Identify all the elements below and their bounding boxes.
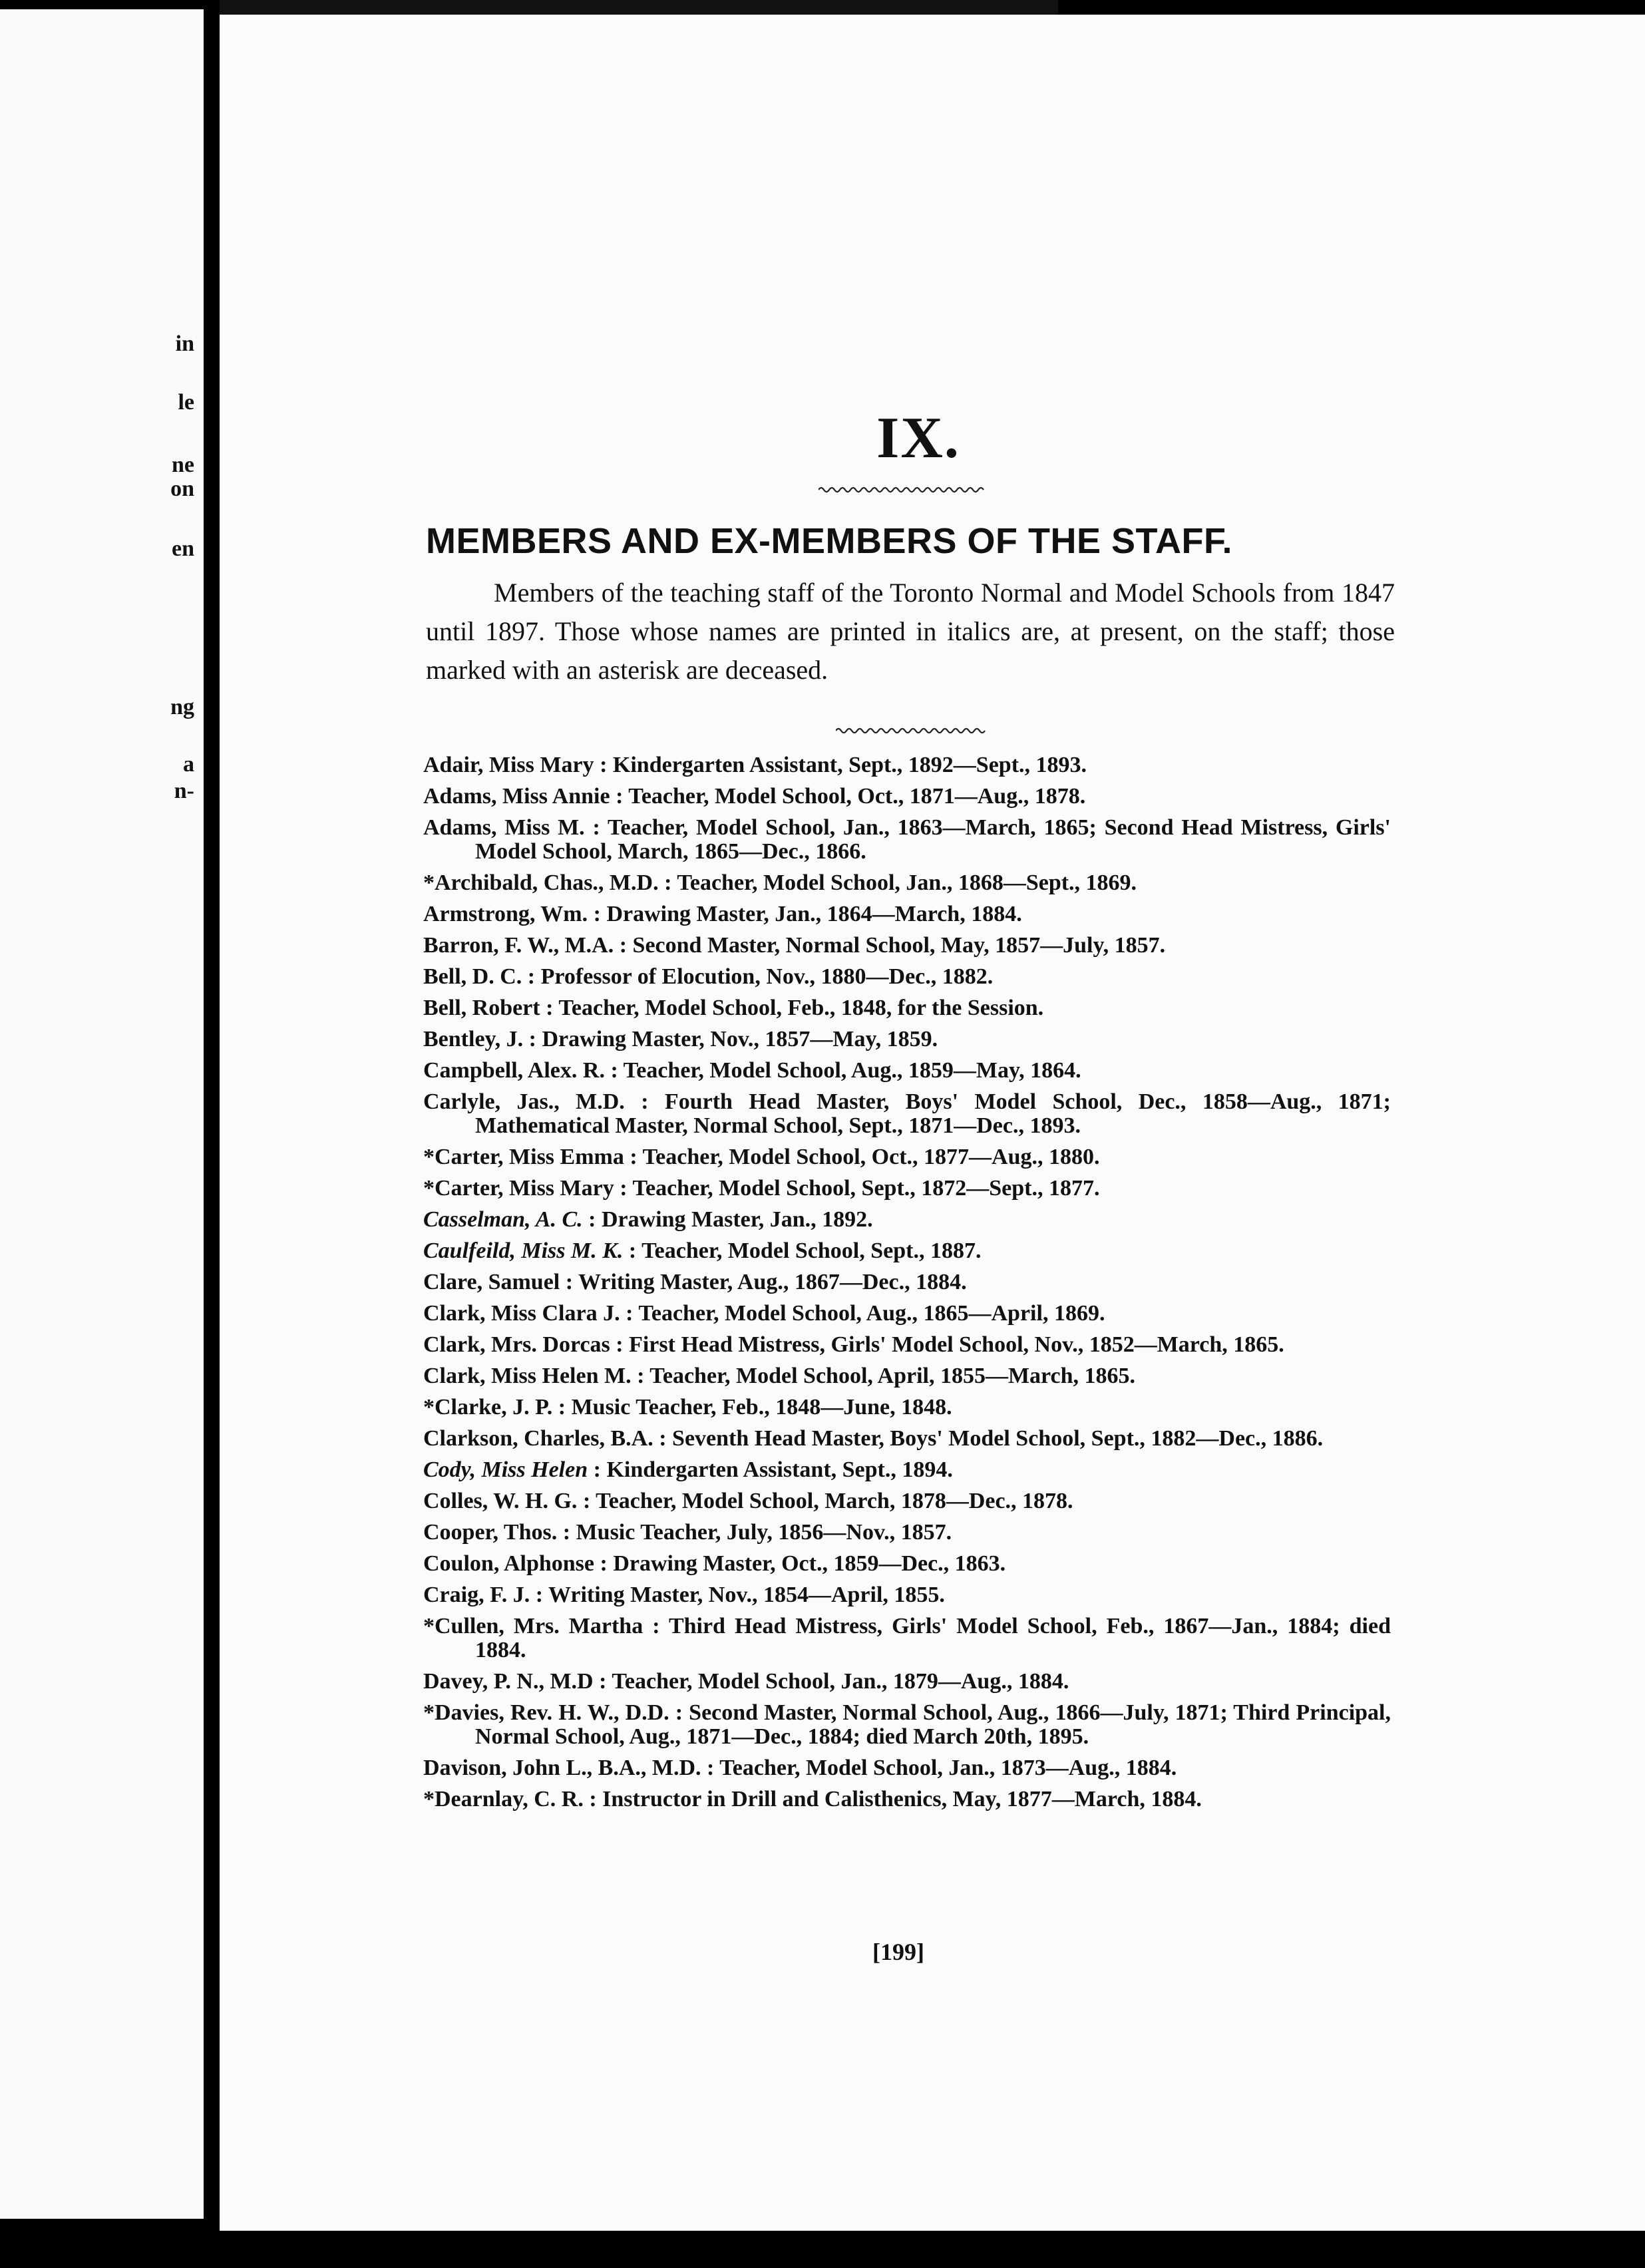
- separator: :: [522, 964, 541, 989]
- staff-detail: Third Head Mistress, Girls' Model School, Feb., 1867—Jan., 1884; died 1884.: [475, 1614, 1391, 1662]
- staff-detail: Teacher, Model School, April, 1855—March, 1865.: [649, 1364, 1136, 1388]
- staff-name: Adams, Miss Annie: [423, 784, 610, 809]
- staff-name: *Carter, Miss Emma: [423, 1145, 624, 1169]
- staff-name: Casselman, A. C.: [423, 1207, 583, 1232]
- staff-name: *Clarke, J. P.: [423, 1395, 553, 1419]
- staff-name: Armstrong, Wm.: [423, 902, 588, 926]
- staff-name: Clarkson, Charles, B.A.: [423, 1426, 653, 1451]
- staff-entry: [423, 1701, 1391, 1749]
- staff-entry: [423, 1364, 1391, 1388]
- staff-detail: Teacher, Model School, Sept., 1887.: [641, 1238, 982, 1263]
- top-edge-bar: [220, 0, 1058, 15]
- staff-name: Davison, John L., B.A., M.D.: [423, 1756, 701, 1780]
- staff-name: Clark, Miss Helen M.: [423, 1364, 632, 1388]
- staff-entry: [423, 871, 1391, 895]
- left-fragment: a: [183, 752, 194, 777]
- staff-detail: Fourth Head Master, Boys' Model School, Dec., 1858—Aug., 1871; Mathematical Master, Normal School, Sept., 1871—Dec., 1893.: [475, 1089, 1391, 1138]
- staff-detail: Drawing Master, Oct., 1859—Dec., 1863.: [613, 1551, 1006, 1576]
- staff-detail: Music Teacher, Feb., 1848—June, 1848.: [571, 1395, 952, 1419]
- staff-name: Davey, P. N., M.D: [423, 1669, 594, 1694]
- staff-detail: Teacher, Model School, Aug., 1865—April, 1869.: [638, 1301, 1105, 1326]
- staff-name: Barron, F. W., M.A.: [423, 933, 614, 958]
- separator: :: [631, 1364, 650, 1388]
- staff-entry: [423, 1059, 1391, 1083]
- staff-entry: [423, 1090, 1391, 1138]
- staff-detail: Drawing Master, Jan., 1864—March, 1884.: [606, 902, 1022, 926]
- staff-detail: Drawing Master, Jan., 1892.: [601, 1207, 873, 1232]
- staff-detail: Writing Master, Nov., 1854—April, 1855.: [548, 1583, 945, 1607]
- staff-name: Carlyle, Jas., M.D.: [423, 1089, 625, 1114]
- staff-detail: Instructor in Drill and Calisthenics, May, 1877—March, 1884.: [602, 1787, 1202, 1811]
- staff-detail: Seventh Head Master, Boys' Model School, Sept., 1882—Dec., 1886.: [672, 1426, 1324, 1451]
- staff-entry: [423, 1756, 1391, 1780]
- staff-entry: [423, 1177, 1391, 1201]
- left-fragment: on: [170, 476, 194, 501]
- chapter-number: IX.: [876, 406, 960, 471]
- staff-name: Bell, D. C.: [423, 964, 522, 989]
- separator: :: [540, 996, 559, 1020]
- staff-detail: Second Master, Normal School, May, 1857—July, 1857.: [632, 933, 1166, 958]
- separator: :: [620, 1301, 639, 1326]
- ornament-rule: [819, 484, 985, 494]
- ornament-rule: [836, 725, 986, 735]
- separator: :: [593, 1669, 612, 1694]
- staff-detail: Second Master, Normal School, Aug., 1866—July, 1871; Third Principal, Normal School, Aug., 1871—Dec., 1884; died March 20th, 1895.: [475, 1700, 1391, 1749]
- staff-name: *Carter, Miss Mary: [423, 1176, 614, 1201]
- page-number: [199]: [872, 1939, 924, 1965]
- staff-list: [423, 753, 1391, 1819]
- separator: :: [582, 1207, 602, 1232]
- left-fragment: en: [172, 536, 194, 561]
- staff-detail: Professor of Elocution, Nov., 1880—Dec., 1882.: [540, 964, 994, 989]
- staff-name: Adair, Miss Mary: [423, 753, 594, 777]
- separator: :: [701, 1756, 720, 1780]
- separator: :: [583, 1787, 603, 1811]
- staff-entry: [423, 1583, 1391, 1607]
- staff-entry: [423, 753, 1391, 777]
- staff-detail: Teacher, Model School, Jan., 1863—March, 1865; Second Head Mistress, Girls' Model School, March, 1865—Dec., 1866.: [475, 815, 1391, 864]
- separator: :: [552, 1395, 572, 1419]
- staff-entry: [423, 996, 1391, 1020]
- separator: :: [623, 1238, 642, 1263]
- left-fragment: n-: [174, 779, 194, 803]
- staff-entry: [423, 1788, 1391, 1811]
- staff-name: *Cullen, Mrs. Martha: [423, 1614, 643, 1638]
- separator: :: [610, 1332, 630, 1357]
- staff-detail: Writing Master, Aug., 1867—Dec., 1884.: [578, 1270, 967, 1294]
- staff-detail: Teacher, Model School, Jan., 1868—Sept., 1869.: [677, 870, 1137, 895]
- staff-entry: [423, 902, 1391, 926]
- separator: :: [610, 784, 629, 809]
- separator: :: [658, 870, 677, 895]
- staff-name: *Dearnlay, C. R.: [423, 1787, 584, 1811]
- separator: :: [557, 1520, 576, 1545]
- staff-entry: [423, 785, 1391, 809]
- staff-detail: First Head Mistress, Girls' Model School, Nov., 1852—March, 1865.: [629, 1332, 1284, 1357]
- staff-name: Bentley, J.: [423, 1027, 524, 1051]
- separator: :: [624, 1145, 643, 1169]
- staff-name: Clare, Samuel: [423, 1270, 560, 1294]
- separator: :: [530, 1583, 548, 1607]
- staff-name: Cody, Miss Helen: [423, 1457, 588, 1482]
- staff-name: Bell, Robert: [423, 996, 540, 1020]
- staff-detail: Music Teacher, July, 1856—Nov., 1857.: [576, 1520, 952, 1545]
- staff-name: Caulfeild, Miss M. K.: [423, 1238, 624, 1263]
- staff-name: Clark, Miss Clara J.: [423, 1301, 620, 1326]
- staff-name: Adams, Miss M.: [423, 815, 585, 840]
- separator: :: [594, 753, 613, 777]
- separator: :: [594, 1551, 614, 1576]
- separator: :: [669, 1700, 689, 1725]
- intro-paragraph: Members of the teaching staff of the Toronto Normal and Model Schools from 1847 until 1897. Those whose names are printed in italics are, at present, on the staff; those marked with an asterisk are deceased.: [426, 578, 1395, 685]
- separator: :: [643, 1614, 669, 1638]
- staff-entry: [423, 1239, 1391, 1263]
- separator: :: [588, 1457, 607, 1482]
- staff-name: Cooper, Thos.: [423, 1520, 558, 1545]
- staff-entry: [423, 1489, 1391, 1513]
- staff-detail: Kindergarten Assistant, Sept., 1894.: [606, 1457, 953, 1482]
- staff-detail: Drawing Master, Nov., 1857—May, 1859.: [542, 1027, 938, 1051]
- staff-entry: [423, 1270, 1391, 1294]
- staff-detail: Teacher, Model School, Sept., 1872—Sept., 1877.: [632, 1176, 1100, 1201]
- separator: :: [588, 902, 607, 926]
- separator: :: [614, 1176, 633, 1201]
- staff-detail: Kindergarten Assistant, Sept., 1892—Sept., 1893.: [612, 753, 1087, 777]
- left-fragment: in: [175, 331, 194, 356]
- section-heading: MEMBERS AND EX-MEMBERS OF THE STAFF.: [426, 521, 1233, 561]
- staff-entry: [423, 1333, 1391, 1357]
- separator: :: [604, 1058, 624, 1083]
- left-fragment: le: [178, 390, 194, 415]
- left-fragment: ne: [172, 453, 194, 477]
- staff-name: Clark, Mrs. Dorcas: [423, 1332, 610, 1357]
- staff-entry: [423, 1028, 1391, 1051]
- staff-entry: [423, 1396, 1391, 1419]
- staff-name: Coulon, Alphonse: [423, 1551, 594, 1576]
- book-gutter: [204, 0, 220, 2268]
- staff-entry: [423, 1302, 1391, 1326]
- staff-name: Campbell, Alex. R.: [423, 1058, 605, 1083]
- staff-entry: [423, 1458, 1391, 1482]
- staff-name: *Archibald, Chas., M.D.: [423, 870, 659, 895]
- staff-name: *Davies, Rev. H. W., D.D.: [423, 1700, 669, 1725]
- squiggle-rule-graphic: [836, 725, 986, 735]
- staff-entry: [423, 816, 1391, 864]
- separator: :: [653, 1426, 673, 1451]
- staff-entry: [423, 1427, 1391, 1451]
- staff-detail: Teacher, Model School, Jan., 1873—Aug., 1884.: [719, 1756, 1177, 1780]
- staff-entry: [423, 934, 1391, 958]
- separator: :: [523, 1027, 542, 1051]
- staff-entry: [423, 1208, 1391, 1232]
- separator: :: [577, 1489, 596, 1513]
- staff-entry: [423, 965, 1391, 989]
- separator: :: [624, 1089, 665, 1114]
- staff-entry: [423, 1614, 1391, 1662]
- staff-detail: Teacher, Model School, Oct., 1871—Aug., 1878.: [628, 784, 1086, 809]
- staff-detail: Teacher, Model School, Oct., 1877—Aug., 1880.: [642, 1145, 1100, 1169]
- staff-entry: [423, 1145, 1391, 1169]
- staff-entry: [423, 1521, 1391, 1545]
- left-page: [0, 9, 204, 2219]
- staff-entry: [423, 1552, 1391, 1576]
- squiggle-rule-graphic: [819, 484, 985, 494]
- staff-entry: [423, 1670, 1391, 1694]
- staff-detail: Teacher, Model School, March, 1878—Dec., 1878.: [596, 1489, 1073, 1513]
- staff-detail: Teacher, Model School, Jan., 1879—Aug., 1884.: [612, 1669, 1069, 1694]
- separator: :: [614, 933, 633, 958]
- left-fragment: ng: [170, 695, 194, 719]
- staff-detail: Teacher, Model School, Feb., 1848, for the Session.: [558, 996, 1044, 1020]
- separator: :: [584, 815, 608, 840]
- staff-name: Colles, W. H. G.: [423, 1489, 578, 1513]
- separator: :: [560, 1270, 578, 1294]
- staff-detail: Teacher, Model School, Aug., 1859—May, 1864.: [623, 1058, 1081, 1083]
- staff-name: Craig, F. J.: [423, 1583, 530, 1607]
